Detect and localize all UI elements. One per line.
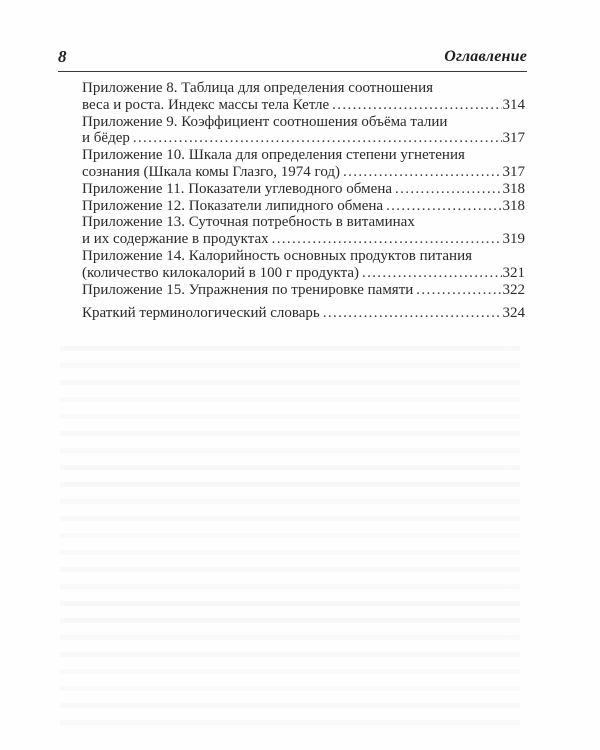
toc-page-number: 318: [502, 197, 525, 214]
toc-page-number: 314: [502, 96, 525, 113]
running-head: [58, 46, 527, 68]
dot-leader: [416, 282, 501, 299]
toc-page-number: 322: [502, 281, 525, 298]
toc-entry-title-line: Приложение 13. Суточная потребность в витаминах: [82, 214, 415, 231]
toc-entry-appendix-14[interactable]: [82, 248, 525, 282]
toc-entry-title-line: Приложение 11. Показатели углеводного обмена: [82, 180, 393, 197]
toc-entry-appendix-11[interactable]: [82, 181, 525, 198]
toc-entry-title-line: Приложение 14. Калорийность основных продуктов питания: [82, 247, 473, 264]
page-number: 8: [58, 47, 67, 66]
toc-entry-appendix-13[interactable]: [82, 214, 525, 248]
reverse-page-show-through: [60, 335, 520, 735]
toc-entry-title-line: (количество килокалорий в 100 г продукта): [82, 264, 359, 281]
dot-leader: [362, 265, 502, 282]
toc-entry-title-line: Приложение 10. Шкала для определения степени угнетения: [82, 147, 465, 164]
toc-entry-appendix-12[interactable]: [82, 198, 525, 215]
section-title: Оглавление: [444, 48, 527, 65]
toc-entry-title-line: веса и роста. Индекс массы тела Кетле: [82, 96, 330, 113]
dot-leader: [133, 130, 502, 147]
toc-entry-appendix-9[interactable]: [82, 114, 525, 148]
dot-leader: [332, 97, 501, 114]
toc-page-number: 321: [502, 264, 525, 281]
dot-leader: [272, 231, 502, 248]
toc-entry-glossary[interactable]: [82, 305, 525, 322]
toc-page-number: 317: [502, 163, 525, 180]
dot-leader: [386, 198, 501, 215]
dot-leader: [343, 164, 501, 181]
toc-entry-appendix-8[interactable]: [82, 80, 525, 114]
toc-entry-appendix-15[interactable]: [82, 282, 525, 299]
toc-entry-title-line: и их содержание в продуктах: [82, 231, 269, 248]
dot-leader: [395, 181, 501, 198]
header-rule: [58, 71, 527, 72]
toc-entry-title-line: и бёдер: [82, 130, 130, 147]
toc-page-number: 319: [502, 231, 525, 248]
toc-entry-title-line: Краткий терминологический словарь: [82, 305, 320, 322]
table-of-contents: [82, 80, 525, 322]
toc-entry-title-line: Приложение 9. Коэффициент соотношения объёма талии: [82, 113, 448, 130]
toc-entry-appendix-10[interactable]: [82, 147, 525, 181]
toc-entry-title-line: Приложение 8. Таблица для определения соотношения: [82, 80, 434, 96]
toc-page-number: 317: [502, 130, 525, 147]
toc-entry-title-line: Приложение 12. Показатели липидного обмена: [82, 197, 384, 214]
dot-leader: [323, 305, 502, 322]
toc-entry-title-line: сознания (Шкала комы Глазго, 1974 год): [82, 163, 341, 180]
toc-page-number: 324: [502, 305, 525, 322]
toc-entry-title-line: Приложение 15. Упражнения по тренировке памяти: [82, 281, 414, 298]
toc-page-number: 318: [502, 180, 525, 197]
